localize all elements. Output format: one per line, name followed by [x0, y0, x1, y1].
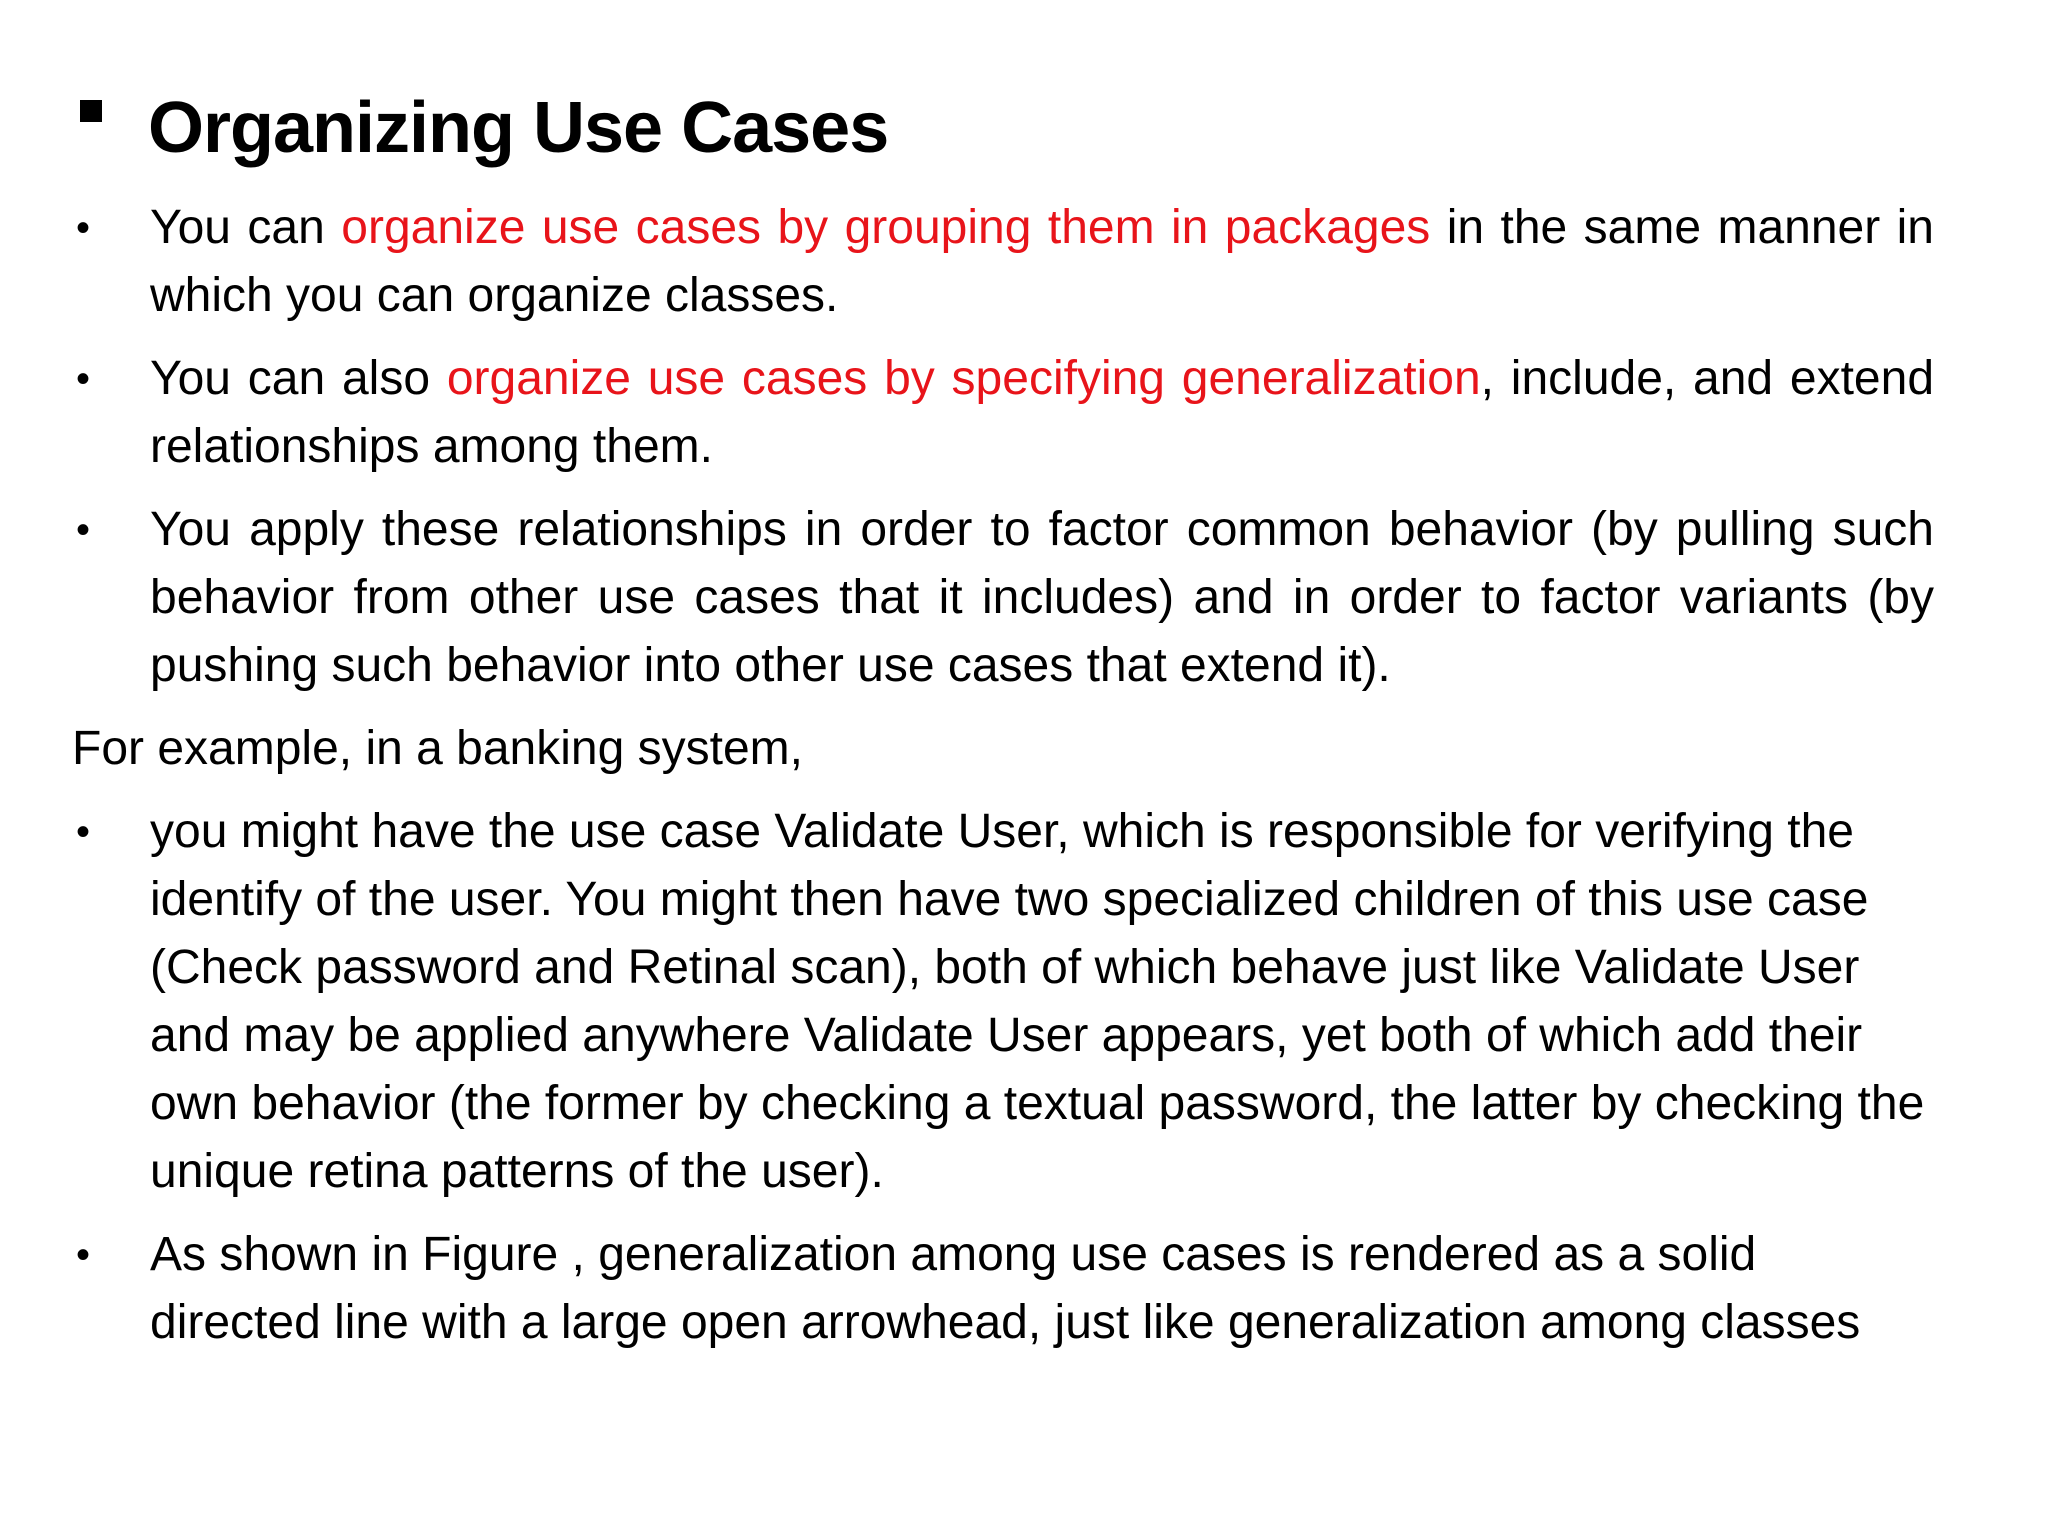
bullet-item-factoring — [72, 496, 1934, 700]
bullet-text-before: You can also — [150, 352, 447, 405]
title-row — [72, 78, 1952, 178]
bullet-dot-icon: • — [76, 357, 91, 401]
bullet-item-packages — [72, 194, 1934, 330]
slide-title: Organizing Use Cases — [148, 88, 889, 168]
bullet-text: you might have the use case Validate User, which is responsible for verifying the identify of the user. You might then have two specialized children of this use case (Check password and Retinal scan), both of which behave just like Validate User and may be applied anywhere Validate User appears, yet both of which add their own behavior (the former by checking a textual password, the latter by checking the unique retina patterns of the user). — [150, 805, 1925, 1198]
bullet-text-after: in the same manner in which you can organize classes. — [150, 201, 1935, 322]
example-intro: For example, in a banking system, — [72, 722, 803, 775]
bullet-dot-icon: • — [76, 508, 91, 552]
bullet-item-figure — [72, 1221, 1934, 1357]
bullet-text-before: You can — [150, 201, 342, 254]
bullet-dot-icon: • — [76, 1233, 91, 1277]
bullet-text-after: , include, and extend relationships among them. — [150, 352, 1935, 473]
slide-body — [72, 194, 1952, 1372]
square-bullet-icon — [80, 100, 102, 122]
bullet-item-validate-user — [72, 798, 1934, 1206]
bullet-item-relationships — [72, 345, 1934, 481]
bullet-text: As shown in Figure , generalization among use cases is rendered as a solid directed line with a large open arrowhead, just like generalization among classes — [150, 1228, 1861, 1349]
highlight-text: organize use cases by grouping them in packages — [341, 201, 1431, 254]
bullet-dot-icon: • — [76, 810, 91, 854]
bullet-text: You apply these relationships in order to factor common behavior (by pulling such behavior from other use cases that it includes) and in order to factor variants (by pushing such behavior into other use cases that extend it). — [150, 503, 1934, 692]
bullet-dot-icon: • — [76, 206, 91, 250]
highlight-text: organize use cases by specifying generalization — [446, 352, 1481, 405]
